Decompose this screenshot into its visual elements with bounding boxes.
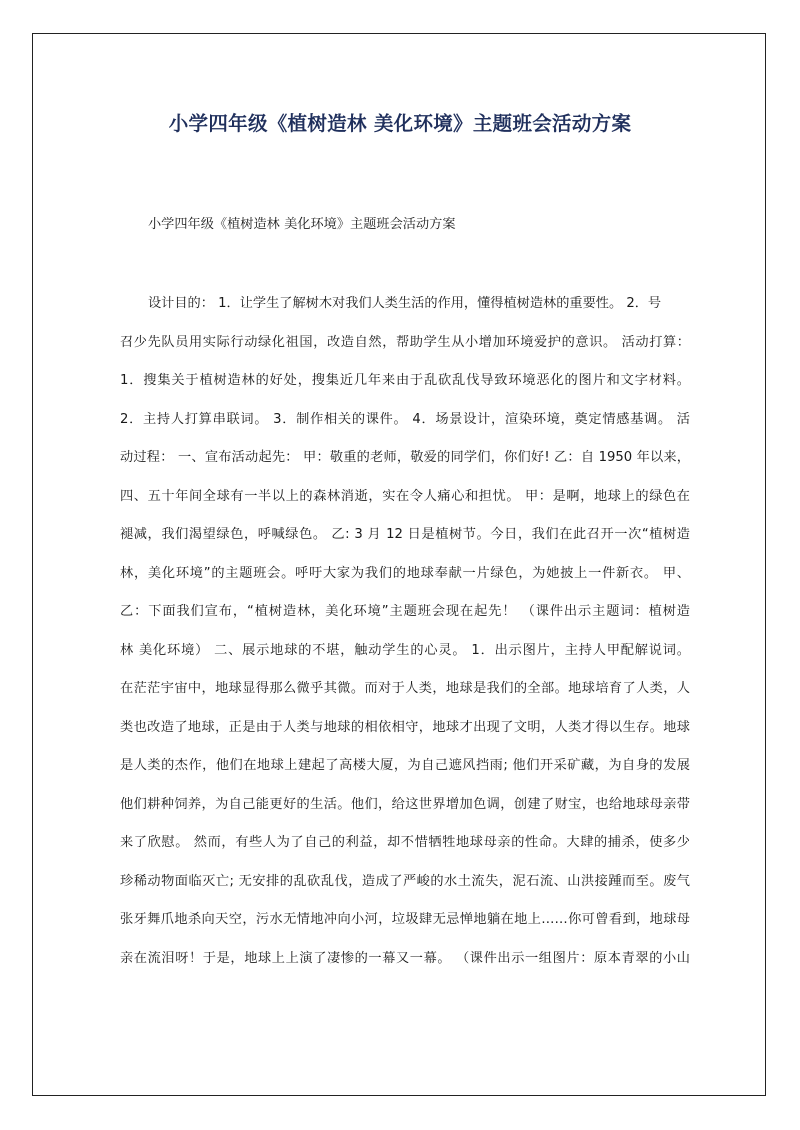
body-line: 召少先队员用实际行动绿化祖国，改造自然，帮助学生从小增加环境爱护的意识。 活动打算：: [120, 334, 690, 350]
document-body: [120, 292, 690, 985]
body-line: 类也改造了地球，正是由于人类与地球的相依相守，地球才出现了文明，人类才得以生存。地球: [120, 719, 690, 735]
body-line: 他们耕种饲养，为自己能更好的生活。他们，给这世界增加色调，创建了财宝，也给地球母亲带: [120, 796, 690, 812]
body-line: 乙：下面我们宣布，“植树造林，美化环境”主题班会现在起先！ （课件出示主题词：植树造: [120, 604, 690, 619]
body-line: 林，美化环境”的主题班会。呼吁大家为我们的地球奉献一片绿色，为她披上一件新衣。 甲、: [120, 565, 690, 581]
body-line: 1．搜集关于植树造林的好处，搜集近几年来由于乱砍乱伐导致环境恶化的图片和文字材料。: [120, 373, 690, 388]
document-title: 小学四年级《植树造林 美化环境》主题班会活动方案: [168, 112, 632, 135]
body-line: 在茫茫宇宙中，地球显得那么微乎其微。而对于人类，地球是我们的全部。地球培育了人类，人: [120, 681, 690, 696]
document-subtitle: 小学四年级《植树造林 美化环境》主题班会活动方案: [148, 217, 456, 232]
body-line: 2．主持人打算串联词。 3．制作相关的课件。 4．场景设计，渲染环境，奠定情感基调。 活: [120, 411, 690, 427]
body-line: 林 美化环境） 二、展示地球的不堪，触动学生的心灵。 1．出示图片，主持人甲配解说词。: [120, 642, 690, 658]
body-line: 来了欣慰。 然而，有些人为了自己的利益，却不惜牺牲地球母亲的性命。大肆的捕杀，使多少: [120, 835, 690, 850]
body-line: 褪减，我们渴望绿色，呼喊绿色。 乙: 3 月 12 日是植树节。今日，我们在此召开一次“植树造: [120, 527, 690, 542]
body-line: 亲在流泪呀！于是，地球上上演了凄惨的一幕又一幕。 （课件出示一组图片：原本青翠的小山: [120, 950, 690, 966]
body-line: 动过程： 一、宣布活动起先： 甲：敬重的老师，敬爱的同学们，你们好! 乙：自 1950 年以来，: [120, 450, 690, 465]
body-line: 张牙舞爪地杀向天空，污水无情地冲向小河，垃圾肆无忌惮地躺在地上……你可曾看到，地球母: [120, 912, 690, 927]
body-line: 设计目的： 1．让学生了解树木对我们人类生活的作用，懂得植树造林的重要性。 2．号: [148, 296, 662, 311]
body-line: 是人类的杰作，他们在地球上建起了高楼大厦，为自己遮风挡雨; 他们开采矿藏，为自身的发展: [120, 758, 690, 773]
body-line: 珍稀动物面临灭亡; 无安排的乱砍乱伐，造成了严峻的水土流失，泥石流、山洪接踵而至。废气: [120, 873, 690, 889]
body-line: 四、五十年间全球有一半以上的森林消逝，实在令人痛心和担忧。 甲：是啊，地球上的绿色在: [120, 488, 690, 504]
